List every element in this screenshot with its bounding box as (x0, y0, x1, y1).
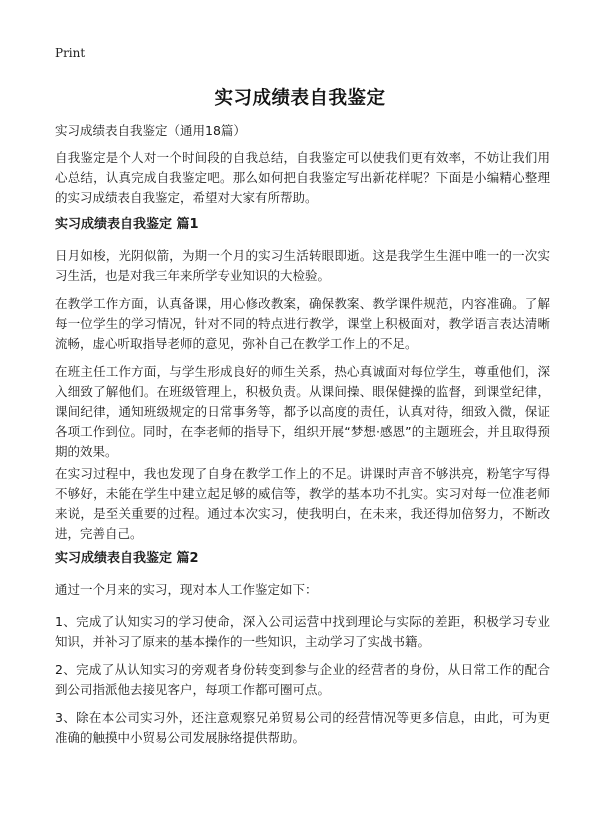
intro-paragraph: 自我鉴定是个人对一个时间段的自我总结，自我鉴定可以使我们更有效率，不妨让我们用心总结，认真完成自我鉴定吧。那么如何把自我鉴定写出新花样呢？下面是小编精心整理的实习成绩表自我鉴定，希望对大家有所帮助。 (55, 150, 550, 205)
section-1-paragraph-3: 在班主任工作方面，与学生形成良好的师生关系，热心真诚面对每位学生，尊重他们，深入细致了解他们。在班级管理上，积极负责。从课间操、眼保健操的监督，到课堂纪律，课间纪律，通知班级规定的日常事务等，都予以高度的责任，认真对待，细致入微，保证各项工作到位。同时，在李老师的指导下，组织开展“梦想·感恩”的主题班会，并且取得预期的效果。 (55, 364, 550, 459)
section-1-paragraph-1: 日月如梭，光阴似箭，为期一个月的实习生活转眼即逝。这是我学生生涯中唯一的一次实习生活，也是对我三年来所学专业知识的大检验。 (55, 248, 550, 283)
section-heading-1: 实习成绩表自我鉴定 篇1 (55, 217, 199, 232)
document-subtitle: 实习成绩表自我鉴定（通用18篇） (55, 123, 246, 138)
section-2-paragraph-3: 2、完成了从认知实习的旁观者身份转变到参与企业的经营者的身份，从日常工作的配合到公司指派他去接见客户，每项工作都可圈可点。 (55, 662, 550, 697)
section-1-paragraph-4: 在实习过程中，我也发现了自身在教学工作上的不足。讲课时声音不够洪亮，粉笔字写得不够好，未能在学生中建立起足够的威信等，教学的基本功不扎实。实习对每一位准老师来说，是至关重要的过程。通过本次实习，使我明白，在未来，我还得加倍努力，不断改进，完善自己。 (55, 466, 550, 541)
section-1-paragraph-2: 在教学工作方面，认真备课，用心修改教案，确保教案、教学课件规范，内容准确。了解每一位学生的学习情况，针对不同的特点进行教学，课堂上积极面对，教学语言表达清晰流畅，虚心听取指导老师的意见，弥补自己在教学工作上的不足。 (55, 296, 550, 351)
section-heading-2: 实习成绩表自我鉴定 篇2 (55, 551, 199, 566)
page-title: 实习成绩表自我鉴定 (214, 88, 386, 109)
section-2-paragraph-1: 通过一个月来的实习，现对本人工作鉴定如下： (55, 582, 318, 597)
section-2-paragraph-2: 1、完成了认知实习的学习使命，深入公司运营中找到理论与实际的差距，积极学习专业知识，并补习了原来的基本操作的一些知识，主动学习了实战书籍。 (55, 614, 550, 649)
section-2-paragraph-4: 3、除在本公司实习外，还注意观察兄弟贸易公司的经营情况等更多信息，由此，可为更准确的触摸中小贸易公司发展脉络提供帮助。 (55, 710, 550, 745)
print-link[interactable]: Print (55, 46, 86, 60)
